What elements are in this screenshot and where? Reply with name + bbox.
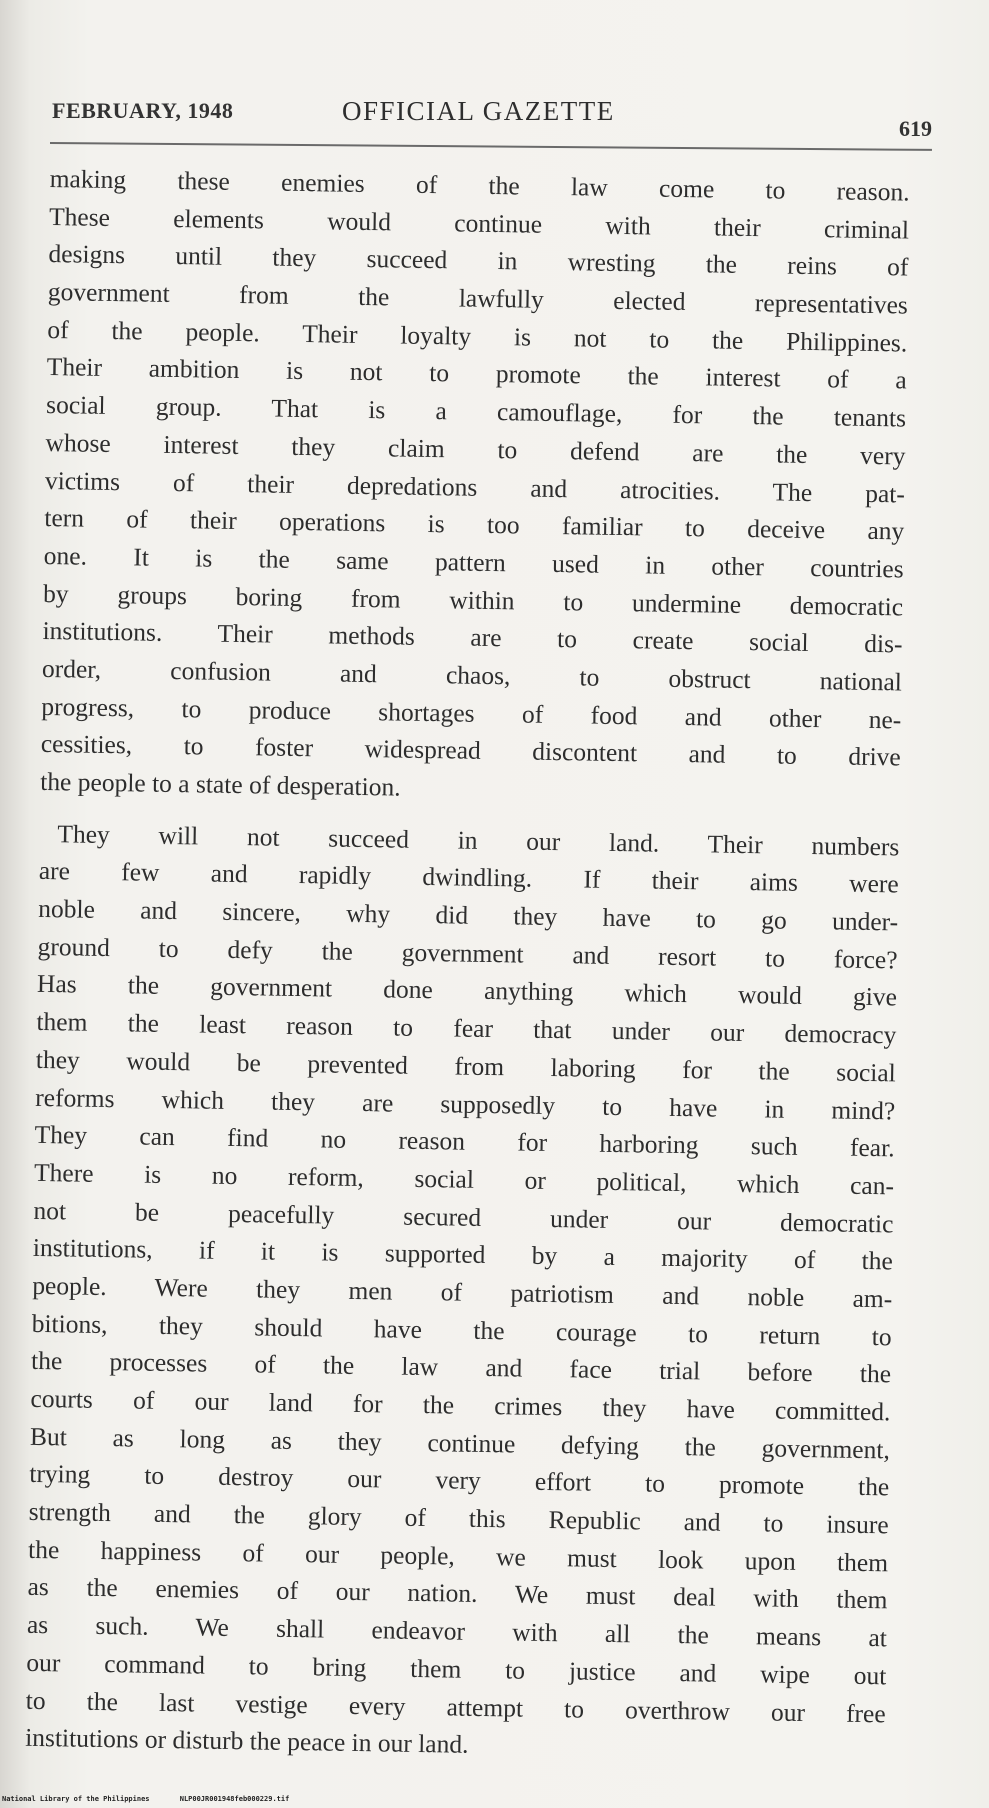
text-line: as the enemies of our nation. We must deal with them <box>27 1572 888 1615</box>
text-line: making these enemies of the law come to reason. <box>49 163 910 207</box>
text-line: one. It is the same pattern used in other countries <box>43 540 904 584</box>
text-line: institutions, if it is supported by a majority of the <box>32 1233 894 1276</box>
text-line: reforms which they are supposedly to have in mind? <box>35 1082 896 1125</box>
paragraph-2 <box>25 815 900 1771</box>
text-line: social group. That is a camouflage, for the tenants <box>45 390 907 433</box>
header-title: OFFICIAL GAZETTE <box>342 96 615 126</box>
text-line: Their ambition is not to promote the interest of a <box>46 352 907 395</box>
text-line: of the people. Their loyalty is not to the Philippines. <box>47 314 908 358</box>
text-line: whose interest they claim to defend are the very <box>45 427 906 471</box>
text-line: progress, to produce shortages of food and other ne- <box>41 691 902 735</box>
text-line: to the last vestige every attempt to overthrow our free <box>25 1685 886 1728</box>
text-line: They will not succeed in our land. Their numbers <box>57 818 900 862</box>
text-line: victims of their depredations and atrocities. The pat- <box>44 465 906 508</box>
text-line: Has the government done anything which would give <box>36 969 898 1012</box>
text-line: institutions or disturb the peace in our land. <box>24 1722 469 1759</box>
text-line: institutions. Their methods are to create social dis- <box>42 616 903 659</box>
text-line: order, confusion and chaos, to obstruct national <box>41 653 903 697</box>
header-rule <box>50 142 932 151</box>
body-text <box>25 160 910 1770</box>
scan-footer <box>2 1795 315 1803</box>
text-line: the happiness of our people, we must look upon them <box>27 1534 889 1578</box>
text-line: government from the lawfully elected representatives <box>47 277 909 320</box>
page-number: 619 <box>899 116 932 141</box>
text-line: are few and rapidly dwindling. If their aims were <box>38 856 899 899</box>
text-line: designs until they succeed in wresting the reins of <box>48 239 909 282</box>
header-date: FEBRUARY, 1948 <box>52 98 234 123</box>
text-line: the processes of the law and face trial before the <box>30 1346 892 1389</box>
footer-library: National Library of the Philippines <box>2 1795 150 1803</box>
text-line: They can find no reason for harboring such fear. <box>34 1120 895 1163</box>
running-head <box>52 96 932 141</box>
text-line: courts of our land for the crimes they have committed. <box>30 1383 891 1427</box>
text-line: trying to destroy our very effort to promote the <box>29 1459 890 1502</box>
text-line: they would be prevented from laboring for the social <box>35 1044 896 1088</box>
text-line: as such. We shall endeavor with all the means at <box>26 1609 888 1653</box>
text-line: not be peacefully secured under our democratic <box>33 1195 894 1238</box>
paragraph-1 <box>40 160 910 814</box>
text-line: strength and the glory of this Republic and to insure <box>28 1496 889 1540</box>
text-line: ground to defy the government and resort to force? <box>37 931 898 975</box>
text-line: There is no reform, social or political, which can- <box>33 1157 895 1201</box>
text-line: These elements would continue with their criminal <box>48 201 910 245</box>
text-line: by groups boring from within to undermine democratic <box>42 578 904 622</box>
text-line: noble and sincere, why did they have to go under- <box>38 893 899 937</box>
text-line: cessities, to foster widespread discontent and to drive <box>40 729 901 772</box>
text-line: But as long as they continue defying the government, <box>29 1421 891 1465</box>
text-line: our command to bring them to justice and wipe out <box>26 1647 887 1691</box>
text-line: tern of their operations is too familiar to deceive any <box>44 503 905 546</box>
footer-filename: NLP00JR001948feb000229.tif <box>179 1795 290 1803</box>
text-line: people. Were they men of patriotism and noble am- <box>32 1270 893 1314</box>
text-line: the people to a state of desperation. <box>40 766 401 802</box>
text-line: bitions, they should have the courage to return to <box>31 1308 892 1351</box>
text-line: them the least reason to fear that under our democracy <box>36 1007 897 1050</box>
